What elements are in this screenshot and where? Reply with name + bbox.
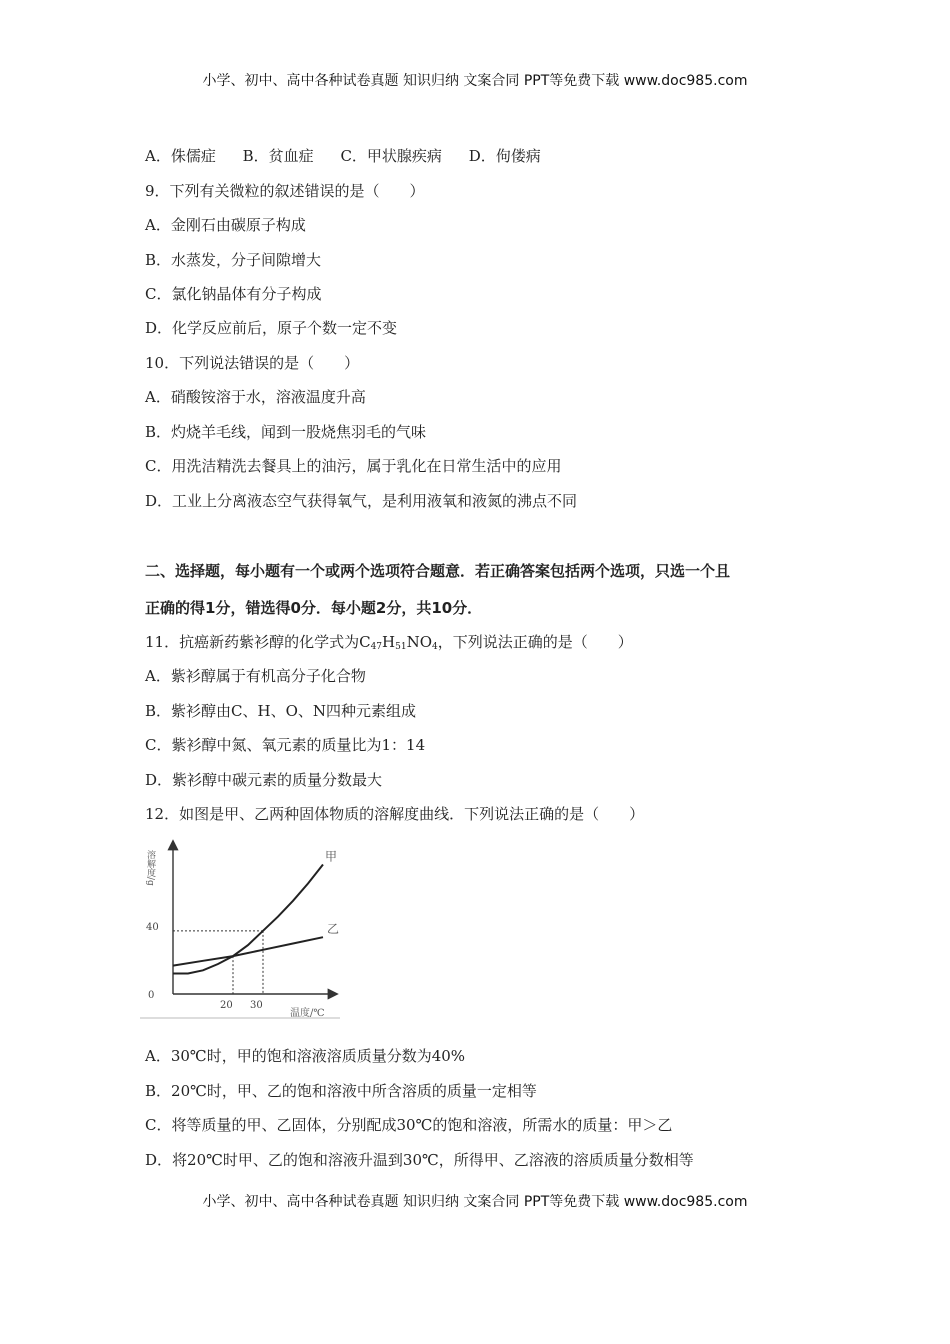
- q11-h: H: [382, 633, 396, 651]
- q11-option-a[interactable]: A．紫衫醇属于有机高分子化合物: [145, 667, 366, 685]
- origin-label: 0: [148, 990, 155, 1001]
- q12-option-c[interactable]: C．将等质量的甲、乙固体，分别配成30℃的饱和溶液，所需水的质量：甲＞乙: [145, 1116, 673, 1134]
- q10-option-c[interactable]: C．用洗洁精洗去餐具上的油污，属于乳化在日常生活中的应用: [145, 457, 562, 475]
- solubility-chart: [140, 836, 350, 1021]
- series-line-yi: [173, 937, 323, 965]
- q11-sub-h: 51: [395, 642, 407, 652]
- q9-option-c[interactable]: C．氯化钠晶体有分子构成: [145, 285, 322, 303]
- q8-option-a[interactable]: A．侏儒症: [145, 147, 216, 165]
- q11-option-b[interactable]: B．紫衫醇由C、H、O、N四种元素组成: [145, 702, 417, 720]
- y-tick-label-40: 40: [146, 922, 159, 933]
- q9-stem: 9．下列有关微粒的叙述错误的是（ ）: [145, 182, 425, 200]
- q11-no: NO: [406, 633, 433, 651]
- q12-option-d[interactable]: D．将20℃时甲、乙的饱和溶液升温到30℃，所得甲、乙溶液的溶质质量分数相等: [145, 1151, 694, 1169]
- q12-stem: 12．如图是甲、乙两种固体物质的溶解度曲线．下列说法正确的是（ ）: [145, 805, 645, 823]
- q9-option-a[interactable]: A．金刚石由碳原子构成: [145, 216, 306, 234]
- q10-option-d[interactable]: D．工业上分离液态空气获得氧气，是利用液氧和液氮的沸点不同: [145, 492, 578, 510]
- q9-option-b[interactable]: B．水蒸发，分子间隙增大: [145, 251, 322, 269]
- x-tick-label-20: 20: [220, 1000, 233, 1011]
- q11-option-d[interactable]: D．紫衫醇中碳元素的质量分数最大: [145, 771, 383, 789]
- x-axis-label: 温度/℃: [290, 1008, 325, 1019]
- q8-option-b[interactable]: B．贫血症: [242, 147, 314, 165]
- q10-stem: 10．下列说法错误的是（ ）: [145, 354, 360, 372]
- section2-heading-line1: 二、选择题，每小题有一个或两个选项符合题意．若正确答案包括两个选项，只选一个且: [145, 562, 731, 580]
- y-axis-label: 溶解度/g: [145, 850, 155, 886]
- q12-option-b[interactable]: B．20℃时，甲、乙的饱和溶液中所含溶质的质量一定相等: [145, 1082, 537, 1100]
- q10-option-a[interactable]: A．硝酸铵溶于水，溶液温度升高: [145, 388, 366, 406]
- series-label-jia: 甲: [325, 849, 338, 864]
- q9-option-d[interactable]: D．化学反应前后，原子个数一定不变: [145, 319, 398, 337]
- q11-sub-o: 4: [432, 642, 438, 652]
- q11-option-c[interactable]: C．紫衫醇中氮、氧元素的质量比为1：14: [145, 736, 426, 754]
- x-tick-label-30: 30: [250, 1000, 263, 1011]
- q11-stem-suffix: ，下列说法正确的是（ ）: [437, 633, 633, 651]
- page-footer: 小学、初中、高中各种试卷真题 知识归纳 文案合同 PPT等免费下载 www.doc985.com: [202, 1194, 748, 1210]
- q12-option-a[interactable]: A．30℃时，甲的饱和溶液溶质质量分数为40%: [145, 1047, 466, 1065]
- series-label-yi: 乙: [327, 922, 340, 937]
- q8-option-c[interactable]: C．甲状腺疾病: [340, 147, 442, 165]
- series-line-jia: [173, 865, 323, 974]
- q8-option-d[interactable]: D．佝偻病: [468, 147, 541, 165]
- q11-stem: [145, 632, 633, 657]
- page-header: 小学、初中、高中各种试卷真题 知识归纳 文案合同 PPT等免费下载 www.doc985.com: [202, 73, 748, 89]
- q11-sub-c: 47: [370, 642, 383, 652]
- q8-options: [145, 146, 563, 166]
- q10-option-b[interactable]: B．灼烧羊毛线，闻到一股烧焦羽毛的气味: [145, 423, 427, 441]
- q11-stem-prefix: 11．抗癌新药紫衫醇的化学式为C: [145, 633, 371, 651]
- section2-heading-line2: 正确的得1分，错选得0分．每小题2分，共10分．: [145, 599, 483, 617]
